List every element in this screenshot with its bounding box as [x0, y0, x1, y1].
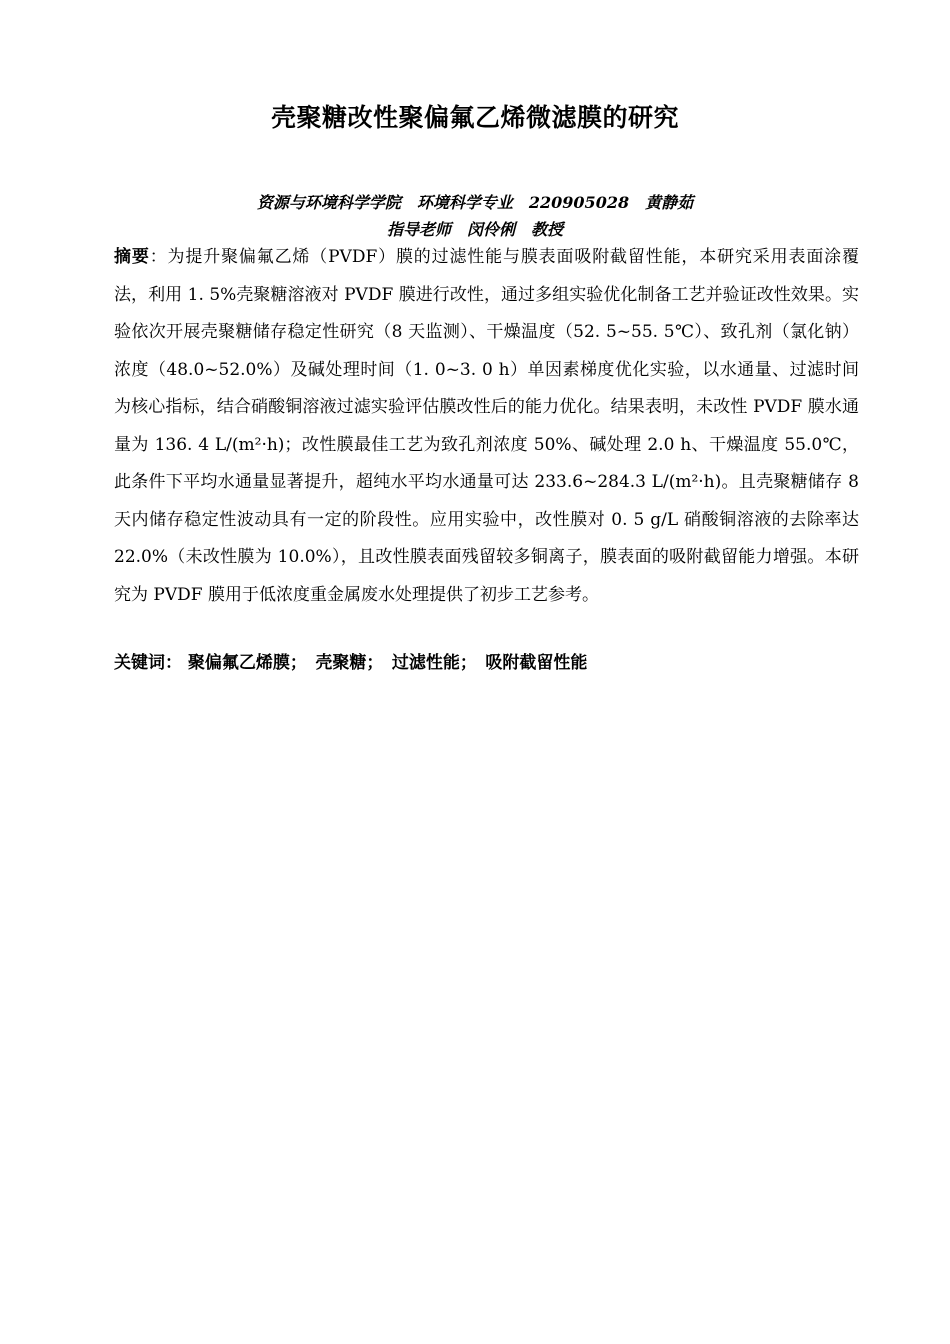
abstract-paragraph	[114, 239, 859, 614]
abstract-colon: ：	[149, 247, 168, 267]
keywords-label: 关键词：	[114, 653, 182, 673]
abstract-text: 为提升聚偏氟乙烯（PVDF）膜的过滤性能与膜表面吸附截留性能，本研究采用表面涂覆法，利用 1. 5%壳聚糖溶液对 PVDF 膜进行改性，通过多组实验优化制备工艺并验证改性效果。实验依次开展壳聚糖储存稳定性研究（8 天监测）、干燥温度（52. 5~55. 5℃）、致孔剂（氯化钠）浓度（48.0~52.0%）及碱处理时间（1. 0~3. 0 h）单因素梯度优化实验，以水通量、过滤时间为核心指标，结合硝酸铜溶液过滤实验评估膜改性后的能力优化。结果表明，未改性 PVDF 膜水通量为 136. 4 L/(m²·h)；改性膜最佳工艺为致孔剂浓度 50%、碱处理 2.0 h、干燥温度 55.0℃，此条件下平均水通量显著提升，超纯水平均水通量可达 233.6~284.3 L/(m²·h)。且壳聚糖储存 8 天内储存稳定性波动具有一定的阶段性。应用实验中，改性膜对 0. 5 g/L 硝酸铜溶液的去除率达 22.0%（未改性膜为 10.0%），且改性膜表面残留较多铜离子，膜表面的吸附截留能力增强。本研究为 PVDF 膜用于低浓度重金属废水处理提供了初步工艺参考。	[114, 247, 860, 605]
keywords-list: 聚偏氟乙烯膜； 壳聚糖； 过滤性能； 吸附截留性能	[187, 653, 588, 673]
abstract-label: 摘要	[114, 247, 150, 267]
paper-title: 壳聚糖改性聚偏氟乙烯微滤膜的研究	[270, 103, 679, 132]
advisor-info: 指导老师 闵伶俐 教授	[386, 220, 563, 239]
author-info: 资源与环境科学学院 环境科学专业 220905028 黄静茹	[256, 193, 694, 212]
keywords-line	[114, 648, 859, 678]
